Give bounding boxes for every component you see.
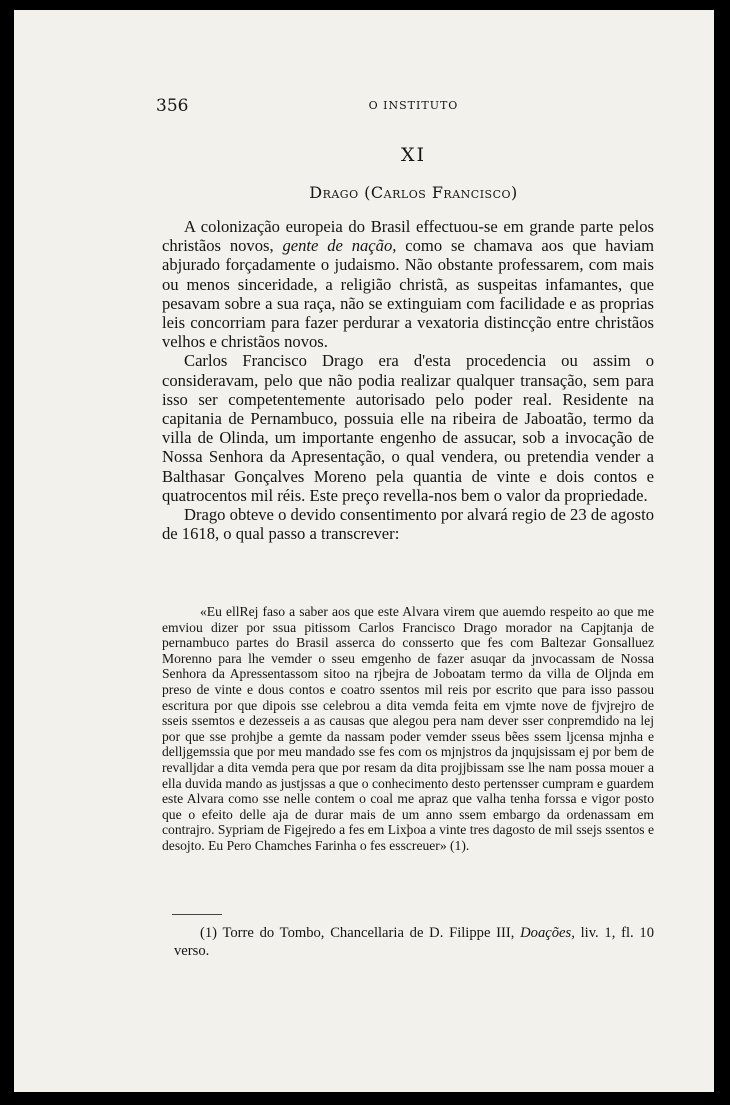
paragraph-1-start: A colonização europeia do Brasil effectuou-se em grande parte pelos christãos novos,: [162, 217, 654, 256]
body-text: [162, 217, 654, 543]
footnote-text: [174, 924, 654, 960]
footnote: [174, 924, 654, 960]
quoted-decree: [162, 604, 654, 854]
running-title: O INSTITUTO: [368, 99, 459, 112]
section-number: XI: [400, 144, 427, 166]
footnote-italic: Doações,: [520, 925, 575, 941]
paragraph-1-italic: gente de nação,: [282, 236, 397, 256]
footnote-start: (1) Torre do Tombo, Chancellaria de D. Filippe III,: [200, 925, 521, 941]
paragraph-3: Drago obteve o devido consentimento por alvará regio de 23 de agosto de 1618, o qual passo a transcrever:: [162, 505, 654, 544]
footnote-end: liv. 1, fl. 10 verso.: [174, 925, 654, 959]
page-header: [156, 96, 671, 120]
paragraph-1-end: como se chamava aos que haviam abjurado forçadamente o judaismo. Não obstante professarem, com mais ou menos sinceridade, a religião christã, as suspeitas infamantes, que pesavam sobre a sua raça, não se extinguiam com facilidade e as proprias leis concorriam para fazer perdurar a vexatoria distincção entre christãos velhos e christãos novos.: [162, 236, 654, 352]
book-page: [14, 10, 714, 1092]
footnote-divider: [172, 914, 222, 915]
section-title: Drago (Carlos Francisco): [309, 183, 518, 202]
decree-text: «Eu ellRej faso a saber aos que este Alvara virem que auemdo respeito ao que me emviou dizer por ssua pitissom Carlos Francisco Drago morador na Capjtanja de pernambuco partes do Brasil asserca do consserto que fes com Baltezar Gonsalluez Morenno para lhe vemder o sseu emgenho de fazer asuqar da jnvocassam de Nossa Senhora da Apressentassom sitoo na rjbejra de Joboatam termo da villa de Oljnda em preso de vinte e dous contos e coatro ssentos mil reis por escrito que para isso passou escritura por que dipois sse celebrou a dita vemda feita em vjmte nove de fjvjrejro de sseis ssemtos e dezesseis a as causas que alegou pera nam dever sser conpremdido na lej por que sse prohjbe a gemte da nassam poder vemder sseus bẽes ssem ljcensa mjnha e delljgemssia que por meu mandado sse fes com os mjnjstros da jnqujsissam ej por bem de revalljdar a dita vemda pera que por resam da dita projjbissam sse lhe nam possa mouer a ella duvida mando as justjssas a que o conhecimento desto pertensser cumpram e guardem este Alvara como sse nelle contem o coal me apraz que valha tenha forssa e vigor posto que o efeito delle aja de durar mais de um anno ssem embargo da ordenassam em contrajro. Sypriam de Figejredo a fes em Lixþoa a vinte tres dagosto de mil ssejs ssentos e desojto. Eu Pero Chamches Farinha o fes esscreuer» (1).: [162, 604, 654, 853]
paragraph-2: Carlos Francisco Drago era d'esta procedencia ou assim o consideravam, pelo que não podia realizar qualquer transação, sem para isso ser competentemente autorisado pelo poder real. Residente na capitania de Pernambuco, possuia elle na ribeira de Jaboatão, termo da villa de Olinda, um importante engenho de assucar, sob a invocação de Nossa Senhora da Apresentação, o qual vendera, ou pretendia vender a Balthasar Gonçalves Moreno pela quantia de vinte e dois contos e quatrocentos mil réis. Este preço revella-nos bem o valor da propriedade.: [162, 351, 654, 505]
page-number: 356: [156, 96, 189, 116]
paragraph-1: [162, 217, 654, 351]
